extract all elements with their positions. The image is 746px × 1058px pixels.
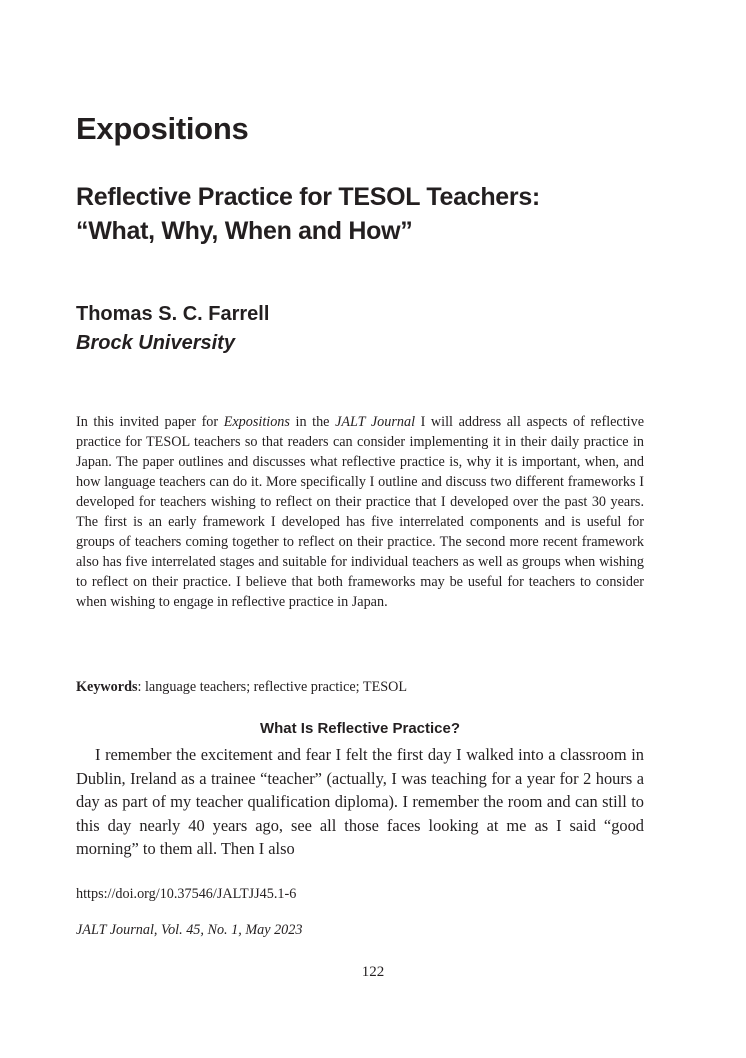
author-affiliation: Brock University xyxy=(76,332,235,354)
keywords-text: : language teachers; reflective practice; TESOL xyxy=(137,679,408,695)
abstract-text-1: In this invited paper for xyxy=(76,414,224,430)
abstract-text-2: in the xyxy=(289,414,336,430)
keywords-label: Keywords xyxy=(76,679,138,695)
section-heading: What Is Reflective Practice? xyxy=(259,720,461,737)
article-title xyxy=(76,180,540,248)
author-block xyxy=(76,300,269,358)
page-number: 122 xyxy=(361,964,385,980)
author-name: Thomas S. C. Farrell xyxy=(76,303,270,325)
article-title-line-1: Reflective Practice for TESOL Teachers: xyxy=(76,183,540,211)
abstract-italic-jalt-journal: JALT Journal xyxy=(335,414,416,430)
abstract-italic-expositions: Expositions xyxy=(223,414,290,430)
article-title-line-2: “What, Why, When and How” xyxy=(76,217,413,245)
abstract xyxy=(76,412,644,612)
abstract-text-3: I will address all aspects of reflective practice for TESOL teachers so that readers can consider implementing it in their daily practice in Japan. The paper outlines and discusses what reflective practice is, why it is important, when, and how language teachers can do it. More specifically I outline and discuss two different frameworks I developed for teachers wishing to reflect on their practice that I developed over the past 30 years. The first is an early framework I developed has five interrelated components and is useful for groups of teachers coming together to reflect on their practice. The second more recent framework also has five interrelated stages and suitable for individual teachers as well as groups when wishing to reflect on their practice. I believe that both frameworks may be useful for teachers to consider when wishing to engage in reflective practice in Japan. xyxy=(76,414,644,610)
body-paragraph: I remember the excitement and fear I felt the first day I walked into a classroom in Dublin, Ireland as a trainee “teacher” (actually, I was teaching for a year for 2 hours a day as part of my teacher qualification diploma). I remember the room and can still to this day nearly 40 years ago, see all those faces looking at me as I said “good morning” to them all. Then I also xyxy=(76,745,644,858)
section-label: Expositions xyxy=(76,111,249,146)
doi-text: https://doi.org/10.37546/JALTJJ45.1-6 xyxy=(76,886,297,902)
journal-citation: JALT Journal, Vol. 45, No. 1, May 2023 xyxy=(76,922,303,938)
keywords xyxy=(76,677,407,697)
